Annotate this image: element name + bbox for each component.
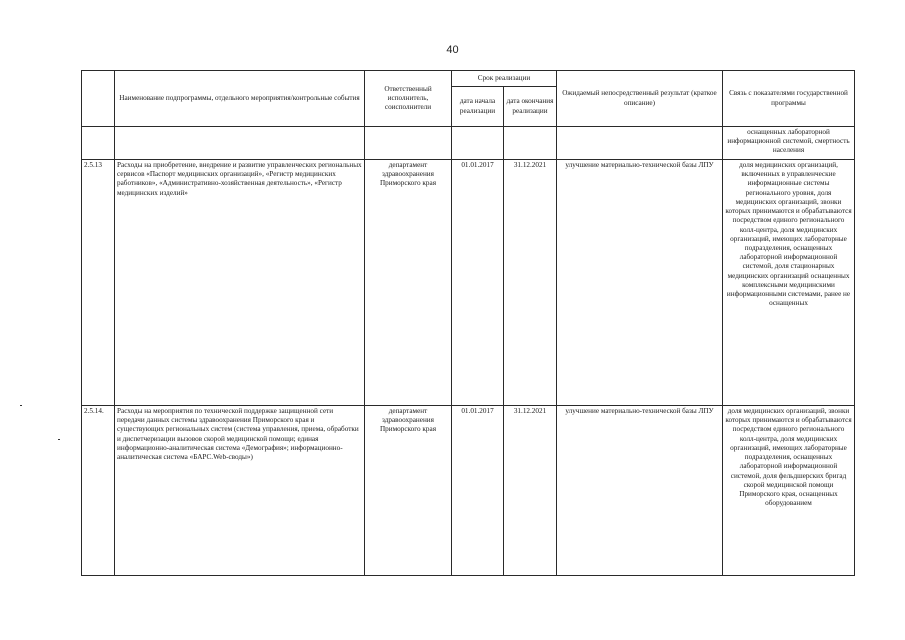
row-start-date: 01.01.2017 [452, 406, 504, 576]
row-responsible: департамент здравоохранения Приморского края [365, 160, 452, 406]
table-header [82, 71, 855, 127]
row-end-date: 31.12.2021 [504, 160, 557, 406]
header-num [82, 71, 115, 127]
row-responsible: департамент здравоохранения Приморского края [365, 406, 452, 576]
row-number: 2.5.14. [82, 406, 115, 576]
table-row [82, 160, 855, 406]
row-name: Расходы на мероприятия по технической поддержке защищенной сети передачи данных системы здравоохранения Приморского края и существующих региональных систем (система управления, приема, обработки и диспетчеризации вызовов скорой медицинской помощи; единая информационно-аналитическая система «Демография»; информационно-аналитическая система «БАРС.Web-своды») [115, 406, 365, 576]
row-start-date: 01.01.2017 [452, 160, 504, 406]
scan-speck [20, 405, 22, 406]
scan-speck [58, 439, 60, 440]
row-result: улучшение материально-технической базы ЛПУ [557, 406, 723, 576]
row-end-date: 31.12.2021 [504, 406, 557, 576]
row-link: доля медицинских организаций, звонки которых принимаются и обрабатываются посредством единого регионального колл-центра, доля медицинских организаций, имеющих лабораторные подразделения, оснащенных лабораторной информационной системой, доля фельдшерских бригад скорой медицинской помощи Приморского края, оснащенных оборудованием [723, 406, 855, 576]
carryover-link-cell: оснащенных лабораторной информационной системой, смертность населения [723, 127, 855, 160]
header-end: дата окончания реализации [504, 87, 557, 127]
header-start: дата начала реализации [452, 87, 504, 127]
table-row-carryover [82, 127, 855, 160]
row-number: 2.5.13 [82, 160, 115, 406]
header-responsible: Ответственный исполнитель, соисполнители [365, 71, 452, 127]
row-name: Расходы на приобретение, внедрение и развитие управленческих региональных сервисов «Паспорт медицинских организаций», «Регистр медицинских работников», «Административно-хозяйственная деятельность», «Регистр медицинских изделий» [115, 160, 365, 406]
header-result: Ожидаемый непосредственный результат (краткое описание) [557, 71, 723, 127]
table-row [82, 406, 855, 576]
header-name: Наименование подпрограммы, отдельного мероприятия/контрольные события [115, 71, 365, 127]
header-link: Связь с показателями государственной программы [723, 71, 855, 127]
program-table [81, 70, 855, 576]
row-result: улучшение материально-технической базы ЛПУ [557, 160, 723, 406]
page-number: 40 [446, 44, 459, 56]
header-period: Срок реализации [452, 71, 557, 87]
row-link: доля медицинских организаций, включенных в управленческие информационные системы регионального уровня, доля медицинских организаций, звонки которых принимаются и обрабатываются посредством единого регионального колл-центра, доля медицинских организаций, имеющих лабораторные подразделения, оснащенных лабораторной информационной системой, доля стационарных медицинских организаций оснащенных комплексными медицинскими информационными системами, ранее не оснащенных [723, 160, 855, 406]
